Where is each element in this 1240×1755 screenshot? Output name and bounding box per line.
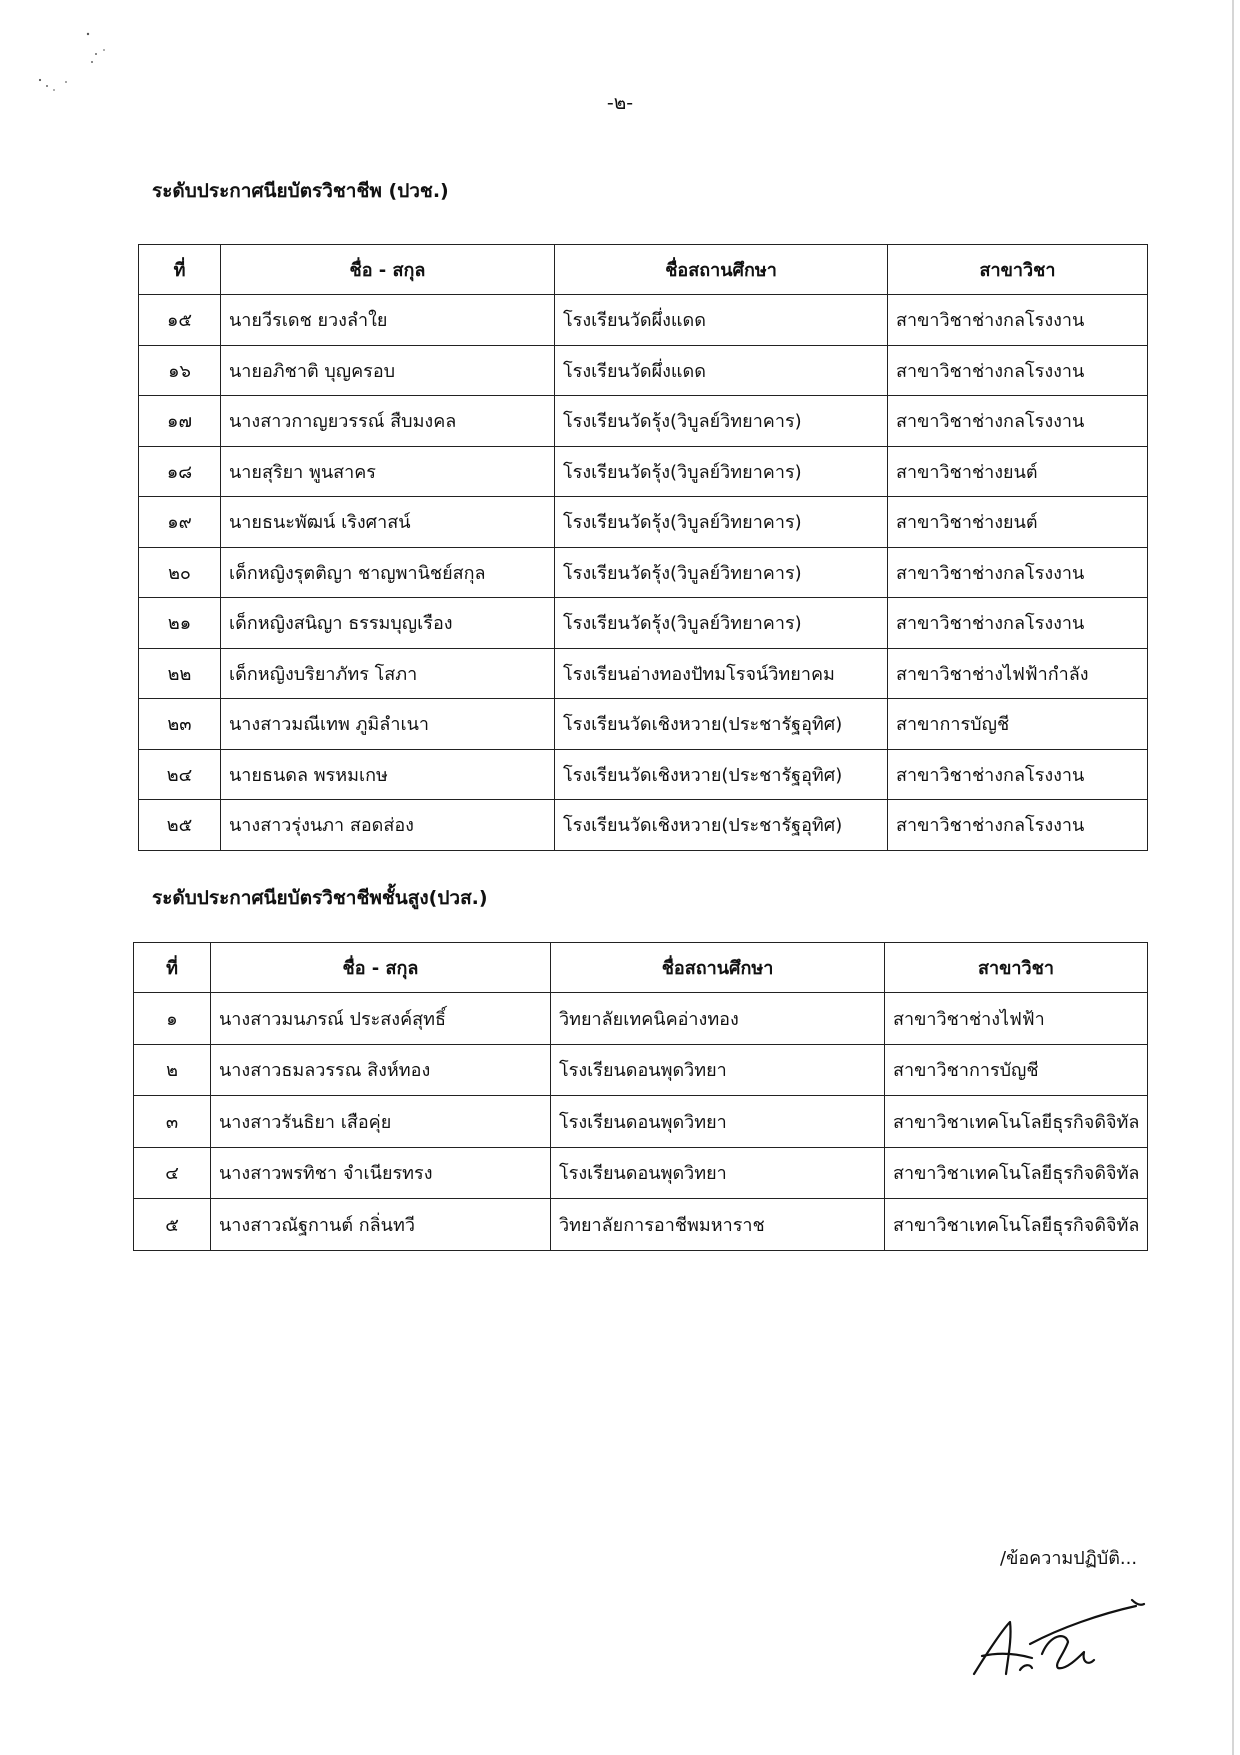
row-number: ๒๔ [139,749,221,800]
continuation-note: /ข้อความปฏิบัติ... [1000,1548,1138,1569]
school-name: โรงเรียนวัดเชิงหวาย(ประชารัฐอุทิศ) [555,800,888,851]
major-name: สาขาวิชาช่างไฟฟ้า [885,993,1148,1045]
column-header-name: ชื่อ - สกุล [211,943,551,993]
school-name: โรงเรียนดอนพุดวิทยา [551,1147,885,1199]
table-row [134,1147,1148,1199]
row-number: ๒๐ [139,547,221,598]
major-name: สาขาวิชาเทคโนโลยีธุรกิจดิจิทัล [885,1199,1148,1251]
major-name: สาขาวิชาช่างกลโรงงาน [888,800,1148,851]
table-row [139,446,1148,497]
table-row [139,396,1148,447]
school-name: วิทยาลัยการอาชีพมหาราช [551,1199,885,1251]
row-number: ๒๒ [139,648,221,699]
table-header-row [139,245,1148,295]
table-row [139,699,1148,750]
row-number: ๑๕ [139,295,221,346]
student-name: นายอภิชาติ บุญครอบ [221,345,555,396]
table-row [139,598,1148,649]
school-name: โรงเรียนวัดรุ้ง(วิบูลย์วิทยาคาร) [555,396,888,447]
table-row [139,497,1148,548]
table-row [139,800,1148,851]
page-number: -๒- [606,92,634,114]
school-name: โรงเรียนวัดเชิงหวาย(ประชารัฐอุทิศ) [555,699,888,750]
column-header-number: ที่ [139,245,221,295]
major-name: สาขาวิชาช่างกลโรงงาน [888,598,1148,649]
school-name: โรงเรียนวัดรุ้ง(วิบูลย์วิทยาคาร) [555,547,888,598]
student-name: นายวีรเดช ยวงลำใย [221,295,555,346]
column-header-school: ชื่อสถานศึกษา [555,245,888,295]
student-name: นางสาวณัฐกานต์ กลิ่นทวี [211,1199,551,1251]
school-name: วิทยาลัยเทคนิคอ่างทอง [551,993,885,1045]
school-name: โรงเรียนวัดรุ้ง(วิบูลย์วิทยาคาร) [555,598,888,649]
table-row [134,1199,1148,1251]
school-name: โรงเรียนดอนพุดวิทยา [551,1096,885,1148]
table-row [134,993,1148,1045]
major-name: สาขาวิชาการบัญชี [885,1044,1148,1096]
table-row [139,345,1148,396]
student-name: นางสาวมณีเทพ ภูมิลำเนา [221,699,555,750]
school-name: โรงเรียนดอนพุดวิทยา [551,1044,885,1096]
school-name: โรงเรียนวัดผึ่งแดด [555,295,888,346]
student-name: นางสาวกาญยวรรณ์ สืบมงคล [221,396,555,447]
student-name: นางสาวธมลวรรณ สิงห์ทอง [211,1044,551,1096]
major-name: สาขาวิชาช่างไฟฟ้ากำลัง [888,648,1148,699]
vocational-certificate-table [138,244,1148,851]
row-number: ๑ [134,993,211,1045]
student-name: เด็กหญิงรุตติญา ชาญพานิชย์สกุล [221,547,555,598]
scan-edge-line [1232,0,1234,1755]
table-row [134,1096,1148,1148]
student-name: นางสาวพรทิชา จำเนียรทรง [211,1147,551,1199]
student-name: นายสุริยา พูนสาคร [221,446,555,497]
student-name: นายธนดล พรหมเกษ [221,749,555,800]
column-header-major: สาขาวิชา [888,245,1148,295]
column-header-school: ชื่อสถานศึกษา [551,943,885,993]
major-name: สาขาวิชาช่างกลโรงงาน [888,547,1148,598]
row-number: ๑๖ [139,345,221,396]
school-name: โรงเรียนวัดรุ้ง(วิบูลย์วิทยาคาร) [555,497,888,548]
school-name: โรงเรียนวัดผึ่งแดด [555,345,888,396]
table-row [139,648,1148,699]
higher-vocational-certificate-table [133,942,1148,1251]
row-number: ๒๑ [139,598,221,649]
row-number: ๑๙ [139,497,221,548]
major-name: สาขาวิชาเทคโนโลยีธุรกิจดิจิทัล [885,1096,1148,1148]
major-name: สาขาวิชาช่างยนต์ [888,446,1148,497]
row-number: ๑๗ [139,396,221,447]
student-name: เด็กหญิงสนิญา ธรรมบุญเรือง [221,598,555,649]
student-name: นางสาวรันธิยา เสือคุ่ย [211,1096,551,1148]
row-number: ๓ [134,1096,211,1148]
major-name: สาขาวิชาช่างยนต์ [888,497,1148,548]
row-number: ๕ [134,1199,211,1251]
column-header-number: ที่ [134,943,211,993]
row-number: ๒๓ [139,699,221,750]
column-header-name: ชื่อ - สกุล [221,245,555,295]
row-number: ๔ [134,1147,211,1199]
major-name: สาขาวิชาช่างกลโรงงาน [888,749,1148,800]
table-row [139,295,1148,346]
table-row [139,547,1148,598]
school-name: โรงเรียนวัดรุ้ง(วิบูลย์วิทยาคาร) [555,446,888,497]
row-number: ๑๘ [139,446,221,497]
major-name: สาขาการบัญชี [888,699,1148,750]
student-name: นางสาวรุ่งนภา สอดส่อง [221,800,555,851]
major-name: สาขาวิชาช่างกลโรงงาน [888,295,1148,346]
section-heading-vocational-certificate: ระดับประกาศนียบัตรวิชาชีพ (ปวช.) [152,180,449,202]
row-number: ๒ [134,1044,211,1096]
school-name: โรงเรียนวัดเชิงหวาย(ประชารัฐอุทิศ) [555,749,888,800]
table-row [139,749,1148,800]
student-name: นางสาวมนภรณ์ ประสงค์สุทธิ์ [211,993,551,1045]
major-name: สาขาวิชาช่างกลโรงงาน [888,396,1148,447]
major-name: สาขาวิชาเทคโนโลยีธุรกิจดิจิทัล [885,1147,1148,1199]
row-number: ๒๕ [139,800,221,851]
table-row [134,1044,1148,1096]
major-name: สาขาวิชาช่างกลโรงงาน [888,345,1148,396]
column-header-major: สาขาวิชา [885,943,1148,993]
student-name: เด็กหญิงบริยาภัทร โสภา [221,648,555,699]
handwritten-signature [960,1578,1150,1688]
section-heading-higher-vocational-certificate: ระดับประกาศนียบัตรวิชาชีพชั้นสูง(ปวส.) [152,887,488,909]
table-header-row [134,943,1148,993]
school-name: โรงเรียนอ่างทองปัทมโรจน์วิทยาคม [555,648,888,699]
student-name: นายธนะพัฒน์ เริงศาสน์ [221,497,555,548]
